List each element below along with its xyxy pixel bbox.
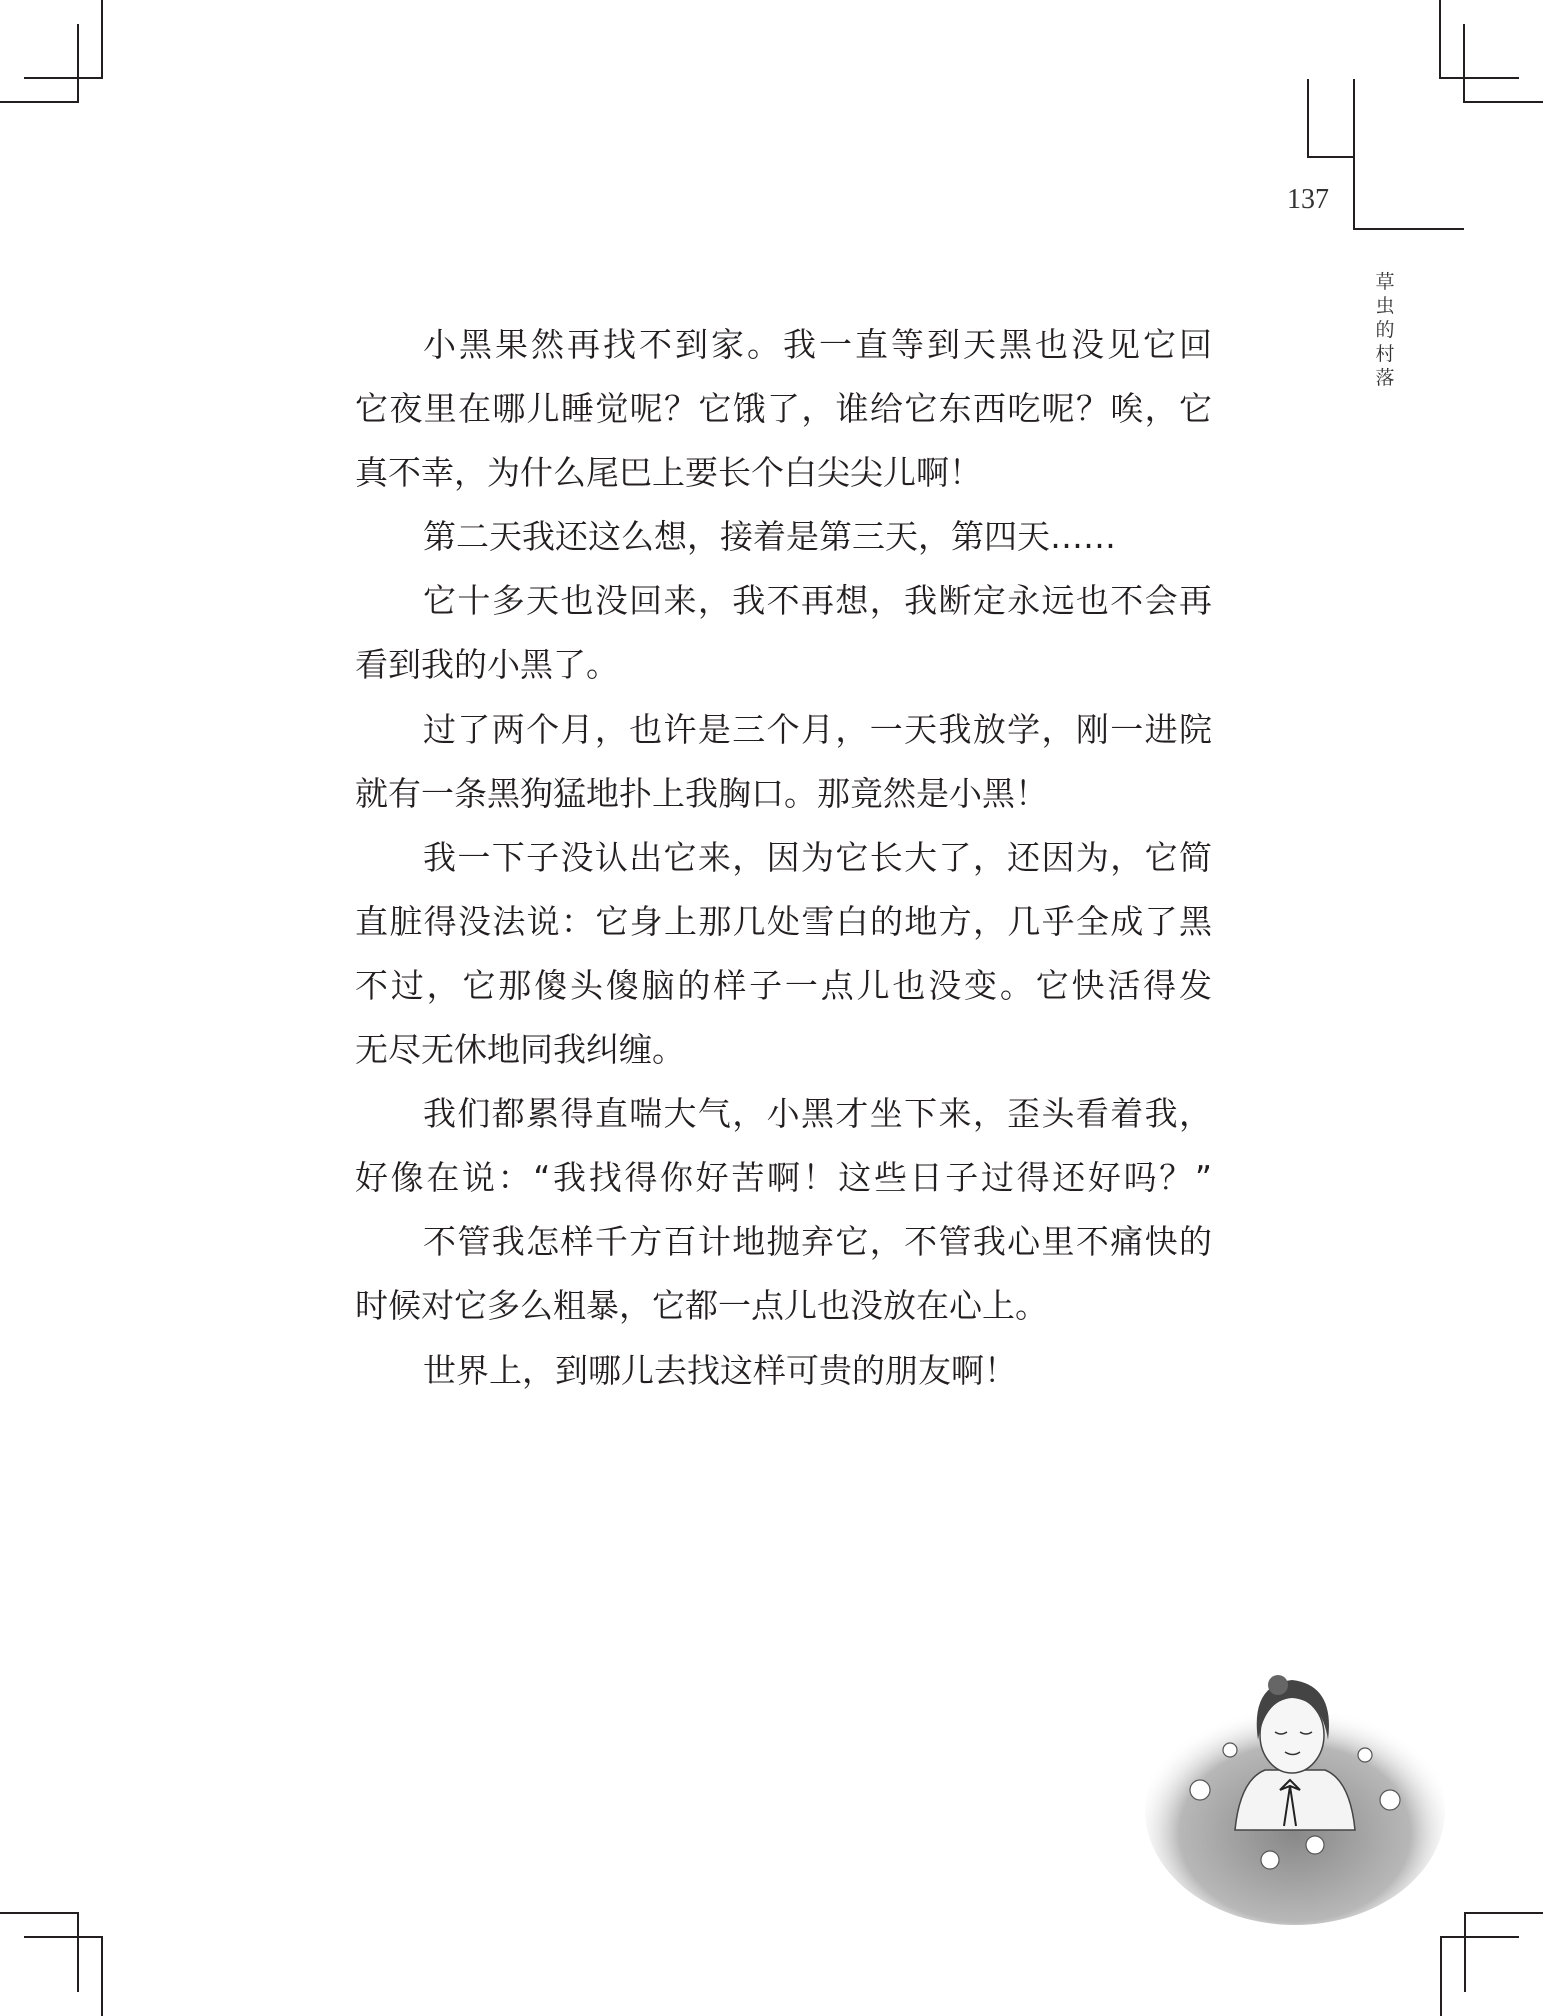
paragraph — [355, 313, 1212, 505]
girl-in-flowers-illustration — [1140, 1640, 1450, 1930]
text-line: 看到我的小黑了。 — [355, 645, 619, 685]
text-line: 小黑果然再找不到家。我一直等到天黑也没见它回 — [423, 325, 1212, 364]
paragraph — [355, 826, 1212, 1082]
text-line: 第二天我还这么想，接着是第三天，第四天…… — [423, 517, 1116, 557]
running-title-char: 的 — [1375, 319, 1395, 341]
running-title-char: 草 — [1375, 271, 1395, 293]
text-line: 世界上，到哪儿去找这样可贵的朋友啊！ — [423, 1350, 1017, 1390]
body-text — [355, 313, 1212, 1403]
text-line: 它十多天也没回来，我不再想，我断定永远也不会再 — [423, 581, 1212, 621]
running-title-char: 村 — [1375, 343, 1395, 365]
text-line: 时候对它多么粗暴，它都一点儿也没放在心上。 — [355, 1286, 1048, 1326]
text-line: 不过，它那傻头傻脑的样子一点儿也没变。它快活得发 — [355, 965, 1212, 1005]
text-line: 无尽无休地同我纠缠。 — [355, 1030, 685, 1070]
text-line: 不管我怎样千方百计地抛弃它，不管我心里不痛快的 — [423, 1222, 1212, 1262]
running-title-char: 虫 — [1375, 295, 1395, 317]
text-line: 过了两个月，也许是三个月，一天我放学，刚一进院 — [423, 709, 1212, 749]
paragraph — [355, 569, 1212, 697]
crop-mark-top-left — [0, 0, 102, 102]
crop-mark-bottom-right — [1441, 1913, 1543, 2016]
text-line: 真不幸，为什么尾巴上要长个白尖尖儿啊！ — [355, 453, 982, 493]
running-title — [1373, 270, 1397, 390]
paragraph — [355, 505, 1212, 569]
paragraph — [355, 1082, 1212, 1210]
text-line: 直脏得没法说：它身上那几处雪白的地方，几乎全成了黑 — [355, 901, 1212, 941]
paragraph — [355, 1210, 1212, 1338]
text-line: 我们都累得直喘大气，小黑才坐下来，歪头看着我， — [423, 1094, 1212, 1134]
text-line: 好像在说：“我找得你好苦啊！这些日子过得还好吗？” — [355, 1158, 1212, 1198]
text-line: 它夜里在哪儿睡觉呢？它饿了，谁给它东西吃呢？唉，它 — [355, 389, 1212, 429]
paragraph — [355, 698, 1212, 826]
text-line: 就有一条黑狗猛地扑上我胸口。那竟然是小黑！ — [355, 773, 1048, 813]
crop-mark-top-right — [1440, 0, 1543, 102]
page-number-frame — [1308, 79, 1464, 229]
text-line: 我一下子没认出它来，因为它长大了，还因为，它简 — [423, 837, 1212, 877]
crop-mark-bottom-left — [0, 1913, 102, 2016]
running-title-char: 落 — [1375, 367, 1395, 389]
page-number: 137 — [1287, 184, 1329, 215]
paragraph — [355, 1339, 1212, 1403]
